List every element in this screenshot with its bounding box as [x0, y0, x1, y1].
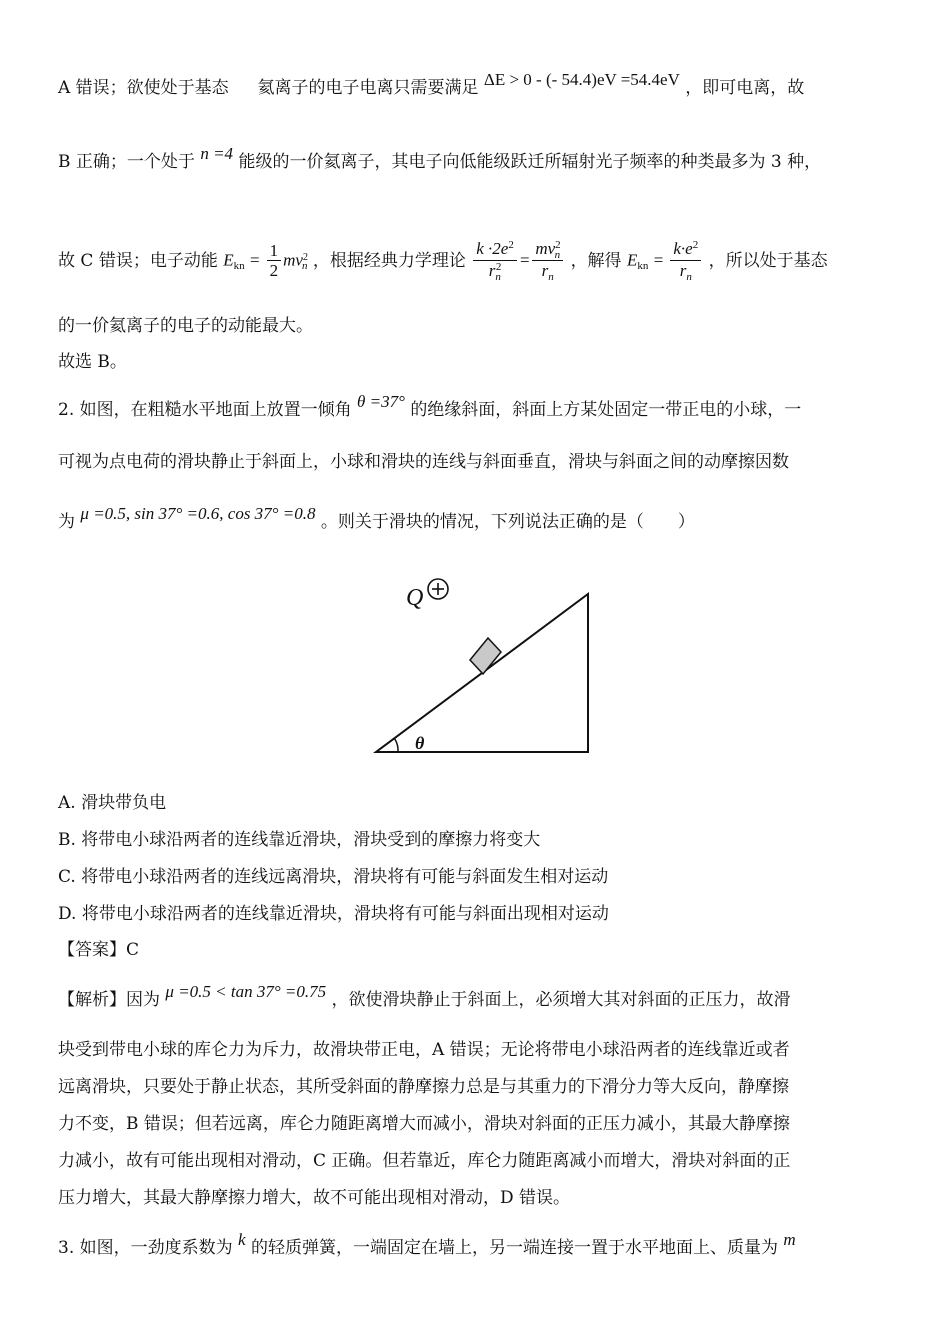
- coulomb-formula: $\frac{k \cdot 2e^2}{r_n^2}$ = $\frac{mv^2_n}{r_n}$: [471, 240, 565, 283]
- positive-charge-icon: [428, 579, 448, 599]
- analysis-line1: 【解析】因为 μ =0.5 < tan 37° =0.75 ，欲使滑块静止于斜面上，必须增大其对斜面的正压力，故滑: [58, 982, 791, 1010]
- angle-label: θ: [415, 733, 425, 753]
- friction-tan-formula: μ =0.5 < tan 37° =0.75: [165, 982, 327, 1001]
- solved-energy-formula: $E_{kn}$ = $\frac{k\cdot e^2}{r_n}$: [627, 240, 703, 283]
- option-b: B. 将带电小球沿两者的连线靠近滑块，滑块受到的摩擦力将变大: [58, 830, 541, 850]
- kinetic-energy-formula: $E_{kn}$ = $\frac{1}{2}$ $mv^2_n$: [223, 241, 308, 280]
- sliding-block: [470, 638, 501, 674]
- question2-line1: 2. 如图，在粗糙水平地面上放置一倾角 θ =37° 的绝缘斜面，斜面上方某处固定一带正电的小球，一: [58, 392, 802, 420]
- mass-symbol: m: [783, 1230, 796, 1249]
- analysis-line5: 力减小，故有可能出现相对滑动，C 正确。但若靠近，库仑力随距离减小而增大，滑块对斜面的正: [58, 1151, 791, 1171]
- analysis-line6: 压力增大，其最大静摩擦力增大，故不可能出现相对滑动，D 错误。: [58, 1188, 571, 1208]
- incline-angle-formula: θ =37°: [357, 392, 405, 411]
- friction-coefficient-formula: μ =0.5, sin 37° =0.6, cos 37° =0.8: [80, 504, 316, 523]
- question3-line1: 3. 如图，一劲度系数为 k 的轻质弹簧，一端固定在墙上，另一端连接一置于水平地面上、质量为 m: [58, 1230, 796, 1258]
- answer-line: 【答案】C: [58, 940, 140, 960]
- spring-constant-symbol: k: [238, 1230, 246, 1249]
- question2-line3: 为 μ =0.5, sin 37° =0.6, cos 37° =0.8 。则关于滑块的情况，下列说法正确的是（ ）: [58, 504, 695, 532]
- text-line-a2: B 正确；一个处于 n =4 能级的一价氦离子，其电子向低能级跃迁所辐射光子频率的种类最多为 3 种，: [58, 144, 822, 172]
- analysis-line3: 远离滑块，只要处于静止状态，其所受斜面的静摩擦力总是与其重力的下滑分力等大反向，静摩擦: [58, 1077, 789, 1097]
- option-d: D. 将带电小球沿两者的连线靠近滑块，滑块将有可能与斜面出现相对运动: [58, 904, 609, 924]
- text-line-a4: 的一价氦离子的电子的动能最大。: [58, 316, 313, 336]
- text-line-a1: A 错误；欲使处于基态 氦离子的电子电离只需要满足 ΔE > 0 - (- 54.4)eV =54.4eV ，即可电离，故: [58, 70, 805, 98]
- option-c: C. 将带电小球沿两者的连线远离滑块，滑块将有可能与斜面发生相对运动: [58, 867, 609, 887]
- text-line-a3: 故 C 错误；电子动能 $E_{kn}$ = $\frac{1}{2}$ $mv^2_n$ ，根据经典力学理论 $\frac{k \cdot 2e^2}{r_n^2}$ = $\frac{mv^2_n}{r_n}$ ，解得 $E_{kn}$ = $\frac{k\cdot e^2}{r_n}$ ，所以处于基态: [58, 238, 828, 283]
- analysis-line4: 力不变，B 错误；但若远离，库仑力随距离增大而减小，滑块对斜面的正压力减小，其最大静摩擦: [58, 1114, 790, 1134]
- option-a: A. 滑块带负电: [58, 793, 167, 813]
- analysis-line2: 块受到带电小球的库仑力为斥力，故滑块带正电，A 错误；无论将带电小球沿两者的连线靠近或者: [58, 1040, 790, 1060]
- text-line-a5: 故选 B。: [58, 352, 127, 372]
- charge-label: Q: [406, 585, 424, 611]
- angle-arc: [395, 739, 398, 752]
- question2-line2: 可视为点电荷的滑块静止于斜面上，小球和滑块的连线与斜面垂直，滑块与斜面之间的动摩擦因数: [58, 452, 789, 472]
- energy-level-formula: n =4: [200, 144, 234, 163]
- ionization-formula: ΔE > 0 - (- 54.4)eV =54.4eV: [483, 70, 680, 89]
- incline-figure: [368, 572, 598, 762]
